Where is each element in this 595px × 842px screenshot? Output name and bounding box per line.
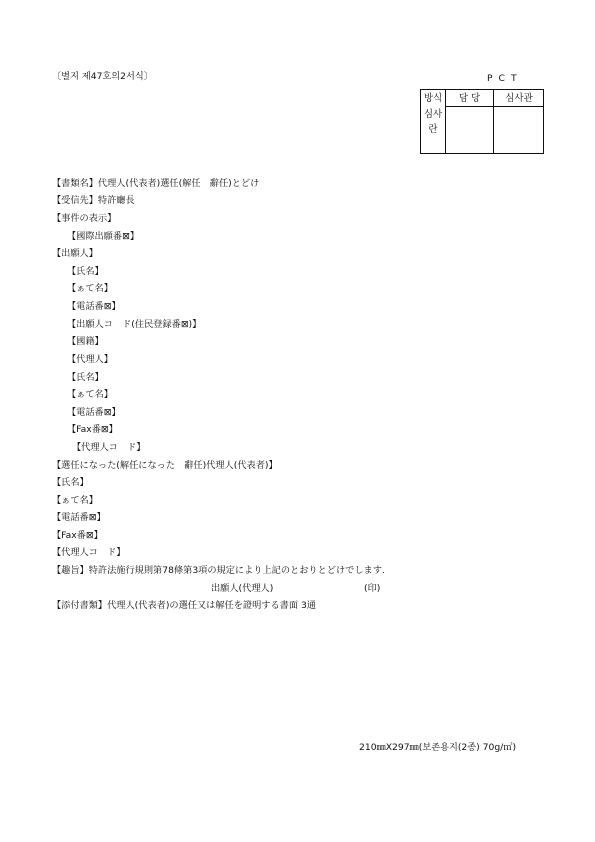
form-reference: 〔별지 제47호의2서식〕 <box>52 71 153 82</box>
signature-seal: (印) <box>364 583 381 594</box>
applicant-phone: 【電話番⊠】 <box>67 301 121 312</box>
agent-address: 【ぁて名】 <box>67 389 113 400</box>
applicant-name: 【氏名】 <box>67 266 104 277</box>
appointed-agent-phone: 【電話番⊠】 <box>52 512 106 523</box>
paper-spec-footer: 210㎜X297㎜(보존용지(2종) 70g/㎡) <box>359 742 517 753</box>
applicant-code: 【出願人コ ド(住民登録番⊠)】 <box>67 319 202 330</box>
attachments-line: 【添付書類】代理人(代表者)の選任又は解任を證明する書面 3通 <box>52 600 316 611</box>
signature-applicant: 出願人(代理人) <box>211 583 274 594</box>
pct-label: PCT <box>487 73 523 84</box>
appointed-agent-code: 【代理人コ ド】 <box>52 547 126 558</box>
examination-box <box>420 89 544 154</box>
agent-name: 【氏名】 <box>67 372 104 383</box>
appointed-agent-name: 【氏名】 <box>52 477 89 488</box>
exam-box-col-charge: 담 당 <box>458 93 481 104</box>
recipient-line: 【受信先】特許廳長 <box>52 195 135 206</box>
exam-box-col-examiner: 심사관 <box>505 93 533 104</box>
appointed-agent-fax: 【Fax番⊠】 <box>52 530 103 541</box>
applicant-line: 【出願人】 <box>52 248 98 259</box>
agent-phone: 【電話番⊠】 <box>67 407 121 418</box>
agent-fax: 【Fax番⊠】 <box>67 424 118 435</box>
purpose-line: 【趣旨】特許法施行規則第78條第3項の規定により上記のとおりとどけでします. <box>52 565 385 576</box>
intl-application-number: 【國際出願番⊠】 <box>67 231 140 242</box>
doc-name-line: 【書類名】代理人(代表者)選任(解任 辭任)とどけ <box>52 178 260 189</box>
agent-code: 【代理人コ ド】 <box>72 442 146 453</box>
agent-line: 【代理人】 <box>67 354 113 365</box>
exam-box-vertical-label: 방식심사란 <box>423 93 443 135</box>
case-indication-line: 【事件の表示】 <box>52 213 117 224</box>
appointed-agent-line: 【選任になった(解任になった 辭任)代理人(代表者)】 <box>52 460 278 471</box>
nationality: 【國籍】 <box>67 336 104 347</box>
applicant-address: 【ぁて名】 <box>67 283 113 294</box>
appointed-agent-address: 【ぁて名】 <box>52 495 98 506</box>
